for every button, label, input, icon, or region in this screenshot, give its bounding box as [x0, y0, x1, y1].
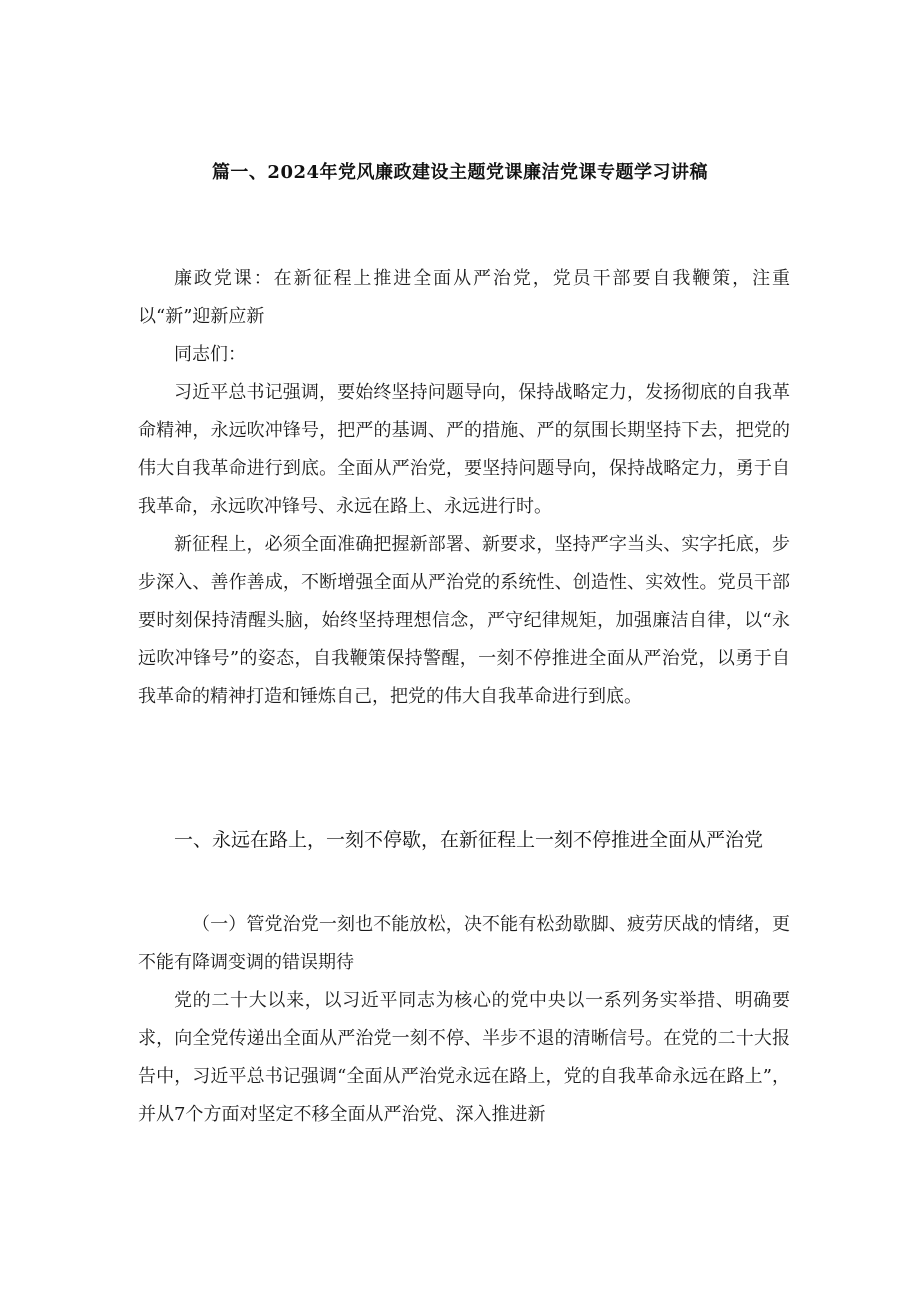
document-title: 篇一、2024年党风廉政建设主题党课廉洁党课专题学习讲稿 [211, 162, 709, 183]
document-body-section [138, 906, 790, 1134]
document-body-intro [138, 260, 790, 716]
paragraph: 习近平总书记强调，要始终坚持问题导向，保持战略定力，发扬彻底的自我革命精神，永远吹冲锋号，把严的基调、严的措施、严的氛围长期坚持下去，把党的伟大自我革命进行到底。全面从严治党，要坚持问题导向，保持战略定力，勇于自我革命，永远吹冲锋号、永远在路上、永远进行时。 [138, 382, 790, 517]
subsection-heading: （一）管党治党一刻也不能放松，决不能有松劲歇脚、疲劳厌战的情绪，更不能有降调变调的错误期待 [138, 914, 790, 973]
greeting: 同志们： [174, 344, 246, 365]
lecture-subtitle: 廉政党课：在新征程上推进全面从严治党，党员干部要自我鞭策，注重以“新”迎新应新 [138, 268, 790, 327]
paragraph: 新征程上，必须全面准确把握新部署、新要求，坚持严字当头、实字托底，步步深入、善作善成，不断增强全面从严治党的系统性、创造性、实效性。党员干部要时刻保持清醒头脑，始终坚持理想信念，严守纪律规矩，加强廉洁自律，以“永远吹冲锋号”的姿态，自我鞭策保持警醒，一刻不停推进全面从严治党，以勇于自我革命的精神打造和锤炼自己，把党的伟大自我革命进行到底。 [138, 534, 790, 707]
paragraph: 党的二十大以来，以习近平同志为核心的党中央以一系列务实举措、明确要求，向全党传递出全面从严治党一刻不停、半步不退的清晰信号。在党的二十大报告中，习近平总书记强调“全面从严治党永远在路上，党的自我革命永远在路上”，并从7个方面对坚定不移全面从严治党、深入推进新 [138, 990, 790, 1125]
section-heading: 一、永远在路上，一刻不停歇，在新征程上一刻不停推进全面从严治党 [174, 829, 764, 851]
